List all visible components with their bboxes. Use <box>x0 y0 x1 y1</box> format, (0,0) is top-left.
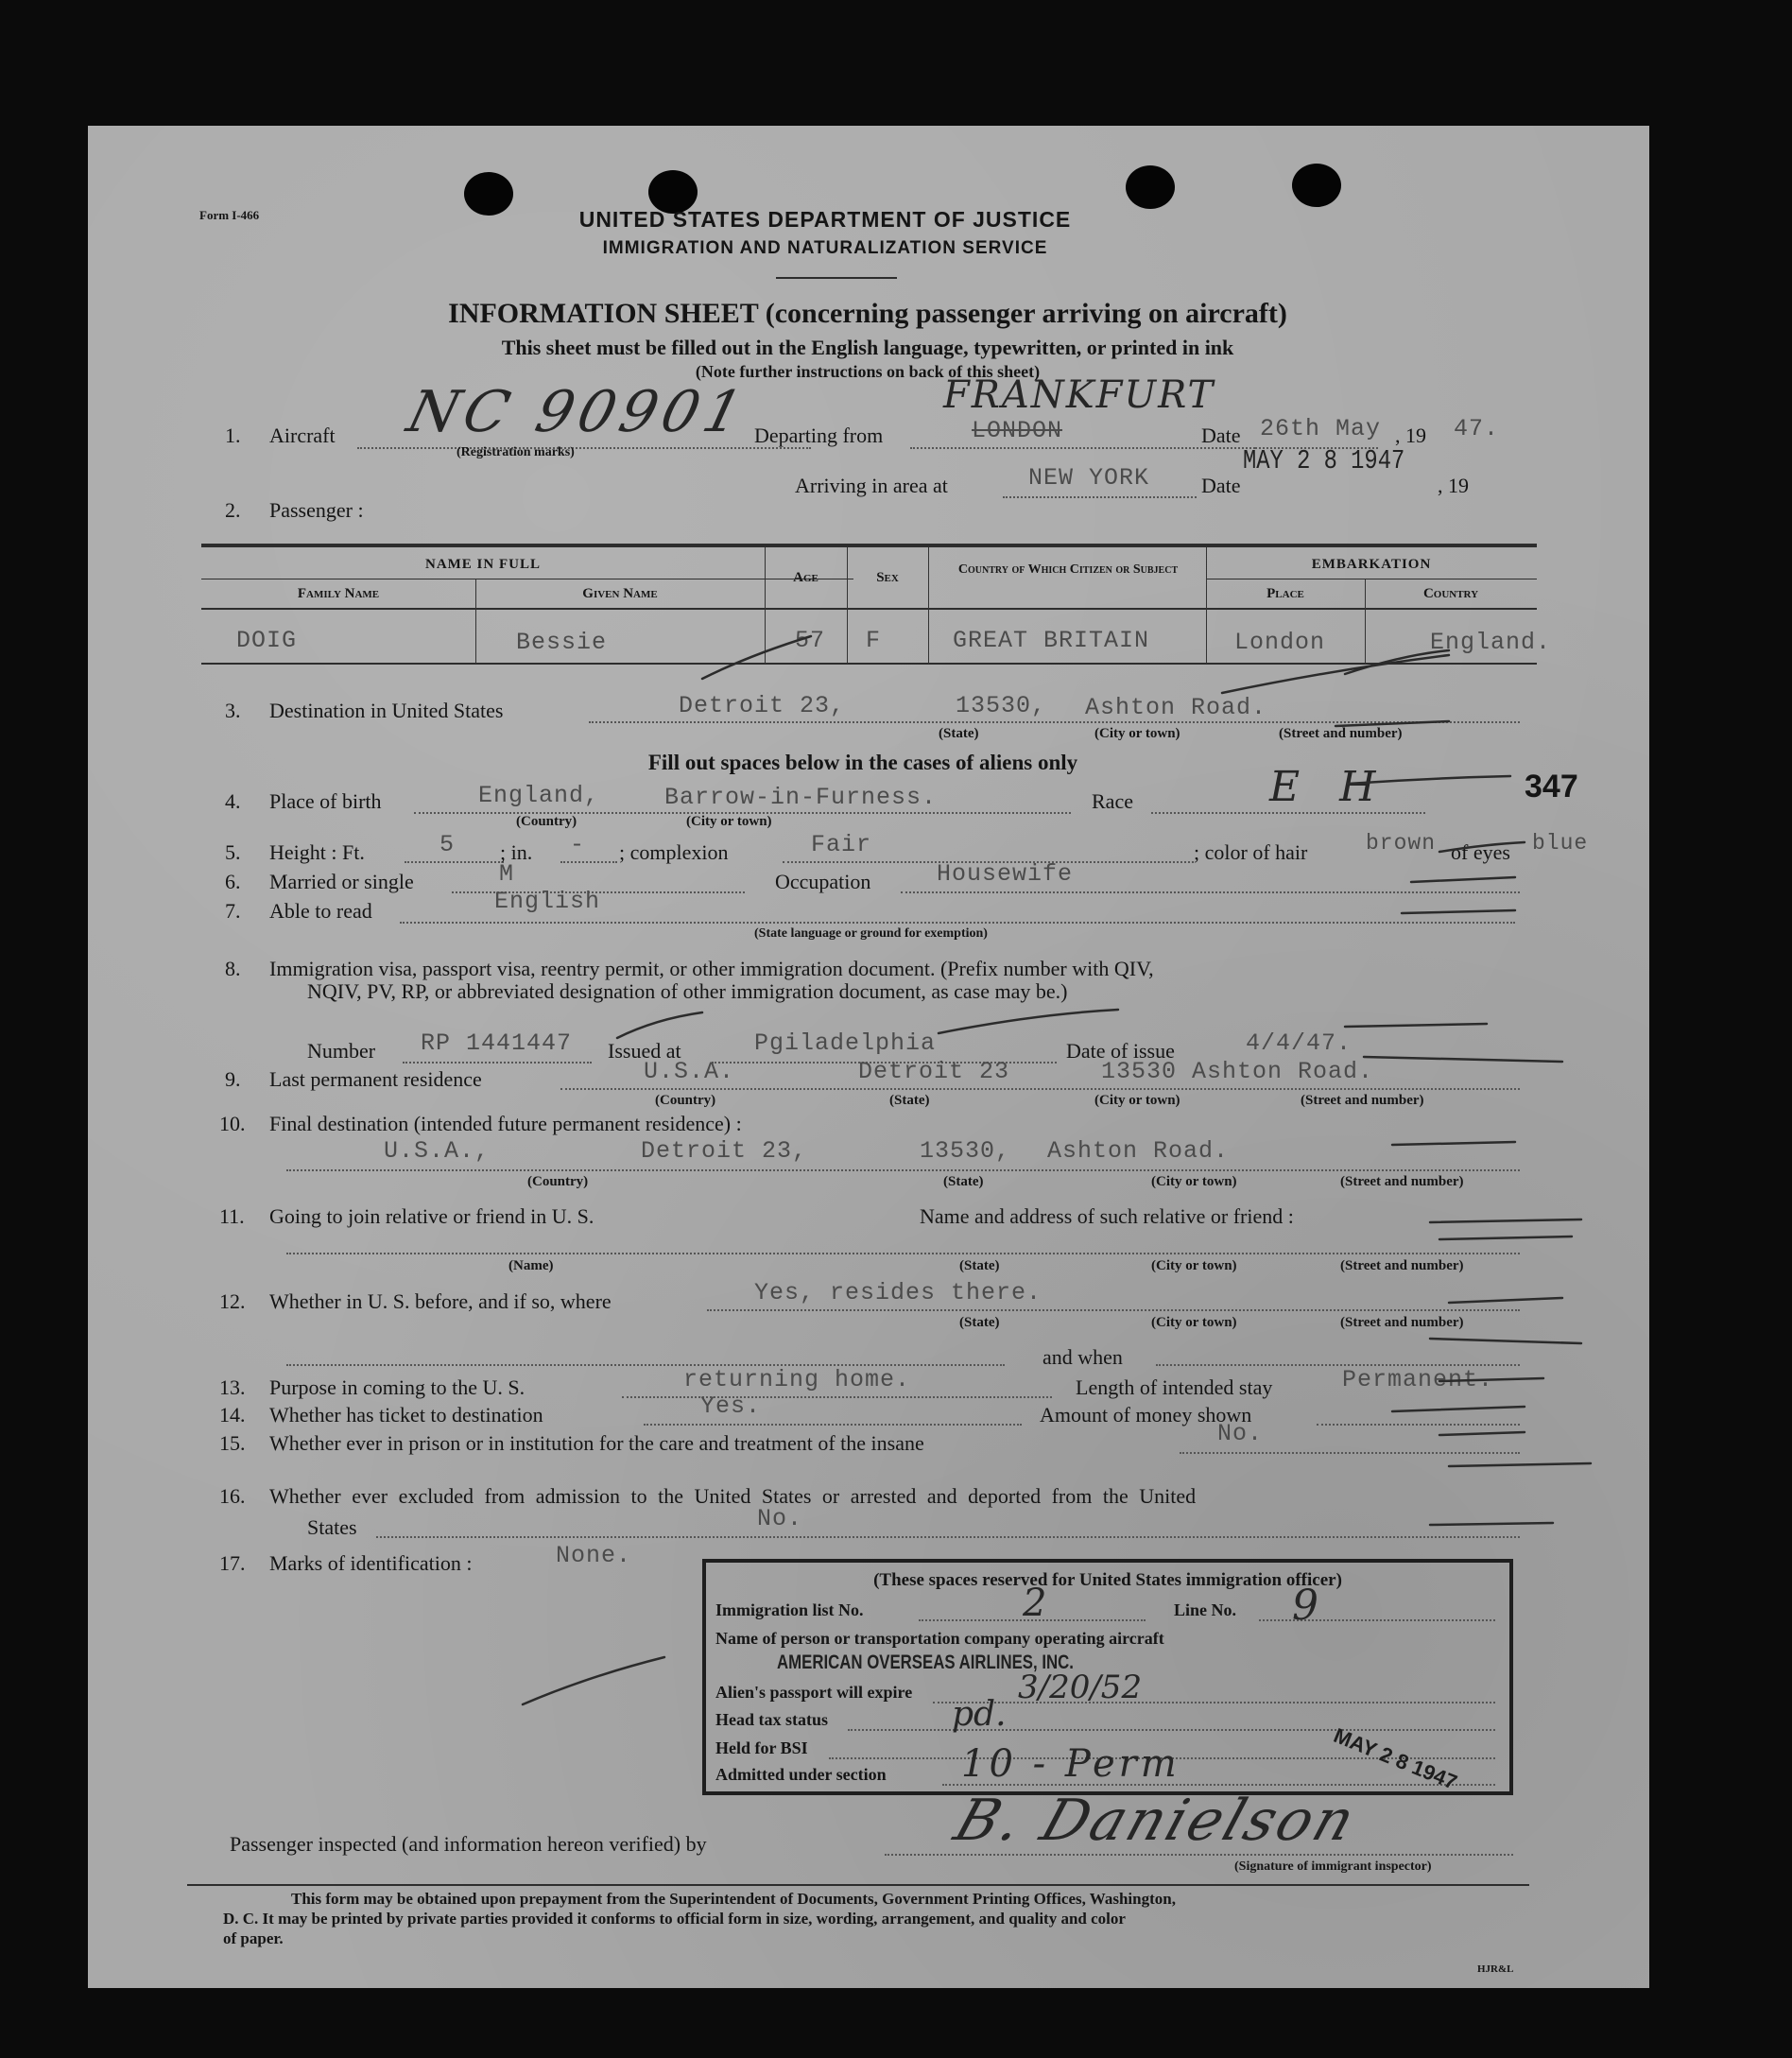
eyes-value: blue <box>1532 831 1589 856</box>
admitted-label: Admitted under section <box>715 1765 887 1784</box>
name-in-full-header: NAME IN FULL <box>424 557 541 572</box>
caption-state: (State) <box>959 1258 1000 1273</box>
departing-label: Departing from <box>754 424 884 447</box>
item-number: 16. <box>219 1484 246 1508</box>
sheet-title: INFORMATION SHEET (concerning passenger arriving on aircraft) <box>448 298 1287 329</box>
bsi-label: Held for BSI <box>715 1738 808 1757</box>
sheet-note: (Note further instructions on back of this sheet) <box>695 362 1041 381</box>
given-name-cell: Bessie <box>516 629 608 656</box>
document-text-line2: NQIV, PV, RP, or abbreviated designation of other immigration document, as case may be.) <box>307 979 1068 1003</box>
item-number: 10. <box>219 1112 246 1135</box>
embark-place-header: Place <box>1266 586 1304 601</box>
expire-label: Alien's passport will expire <box>715 1683 913 1702</box>
departing-handwritten: FRANKFURT <box>943 373 1215 417</box>
ticket-label: Whether has ticket to destination <box>269 1403 543 1427</box>
item-number: 15. <box>219 1431 246 1455</box>
when-label: and when <box>1042 1345 1123 1369</box>
aliens-only-heading: Fill out spaces below in the cases of aliens only <box>647 751 1078 774</box>
race-label: Race <box>1092 789 1133 813</box>
year2-prefix: , 19 <box>1438 474 1469 497</box>
item-number: 1. <box>225 424 241 447</box>
complexion-label: ; complexion <box>619 840 729 864</box>
inspector-signature: B. Danielson <box>946 1788 1366 1854</box>
passenger-label: Passenger : <box>269 498 364 522</box>
departing-struck: LONDON <box>972 417 1063 444</box>
item-number: 7. <box>225 899 241 923</box>
item-number: 3. <box>225 699 241 722</box>
embark-country-cell: England. <box>1430 629 1552 656</box>
sex-header: Sex <box>876 570 899 585</box>
inches-label: ; in. <box>500 840 533 864</box>
departure-date: 26th May <box>1260 415 1382 442</box>
caption-state: (State) <box>959 1315 1000 1330</box>
date-of-issue-value: 4/4/47. <box>1246 1029 1353 1057</box>
footer-line2: D. C. It may be printed by private parties provided it conforms to official form in size, wording, arrangement, and quality and color <box>223 1910 1126 1928</box>
excluded-label-line2: States <box>307 1515 357 1539</box>
caption-street: (Street and number) <box>1340 1258 1464 1273</box>
destination-label: Destination in United States <box>269 699 504 722</box>
item-number: 5. <box>225 840 241 864</box>
doc-number-label: Number <box>307 1039 376 1063</box>
birthplace-label: Place of birth <box>269 789 382 813</box>
destination-street: Ashton Road. <box>1085 694 1267 721</box>
last-residence-street: 13530 Ashton Road. <box>1101 1058 1374 1085</box>
caption-city: (City or town) <box>686 814 772 829</box>
arrival-date-stamp: MAY 2 8 1947 <box>1243 445 1405 476</box>
previous-us-label: Whether in U. S. before, and if so, where <box>269 1289 612 1313</box>
caption-country: (Country) <box>655 1093 716 1108</box>
printer-mark: HJR&L <box>1477 1963 1514 1975</box>
caption-city: (City or town) <box>1094 726 1180 741</box>
signature-caption: (Signature of immigrant inspector) <box>1234 1859 1432 1874</box>
final-destination-label: Final destination (intended future permanent residence) : <box>269 1112 742 1135</box>
caption-state: (State) <box>889 1093 930 1108</box>
race-code: 347 <box>1525 769 1578 804</box>
doc-number-value: RP 1441447 <box>421 1029 573 1057</box>
final-country: U.S.A., <box>384 1137 491 1165</box>
ticket-value: Yes. <box>700 1392 762 1420</box>
line-number-value: 9 <box>1292 1582 1318 1630</box>
form-sheet <box>88 126 1649 1988</box>
marital-label: Married or single <box>269 870 414 893</box>
age-cell: 57 <box>795 627 826 654</box>
company-value-stamp: AMERICAN OVERSEAS AIRLINES, INC. <box>777 1652 1074 1673</box>
stay-label: Length of intended stay <box>1076 1375 1273 1399</box>
arriving-label: Arriving in area at <box>795 474 948 497</box>
race-value: E H <box>1269 763 1389 811</box>
purpose-label: Purpose in coming to the U. S. <box>269 1375 526 1399</box>
hair-label: ; color of hair <box>1194 840 1308 864</box>
registration-caption: (Registration marks) <box>457 445 575 459</box>
family-name-cell: DOIG <box>236 627 298 654</box>
item-number: 14. <box>219 1403 246 1427</box>
list-number-label: Immigration list No. <box>715 1600 864 1619</box>
birth-city: Barrow-in-Furness. <box>664 784 938 811</box>
occupation-value: Housewife <box>937 860 1074 888</box>
service-title: IMMIGRATION AND NATURALIZATION SERVICE <box>602 238 1048 258</box>
item-number: 2. <box>225 498 241 522</box>
hair-value: brown <box>1366 831 1437 856</box>
eyes-label: of eyes <box>1451 840 1510 864</box>
given-name-header: Given Name <box>582 586 658 601</box>
item-number: 11. <box>219 1204 245 1228</box>
issued-at-label: Issued at <box>608 1039 681 1063</box>
item-number: 4. <box>225 789 241 813</box>
officer-box-heading: (These spaces reserved for United States immigration officer) <box>873 1570 1342 1590</box>
excluded-label-line1: Whether ever excluded from admission to the United States or arrested and deported from the United <box>269 1484 1197 1508</box>
date2-label: Date <box>1201 474 1241 497</box>
footer-line1: This form may be obtained upon prepayment from the Superintendent of Documents, Government Printing Offices, Washington, <box>291 1890 1176 1908</box>
citizenship-header: Country of Which Citizen or Subject <box>957 562 1179 577</box>
excluded-value: No. <box>757 1505 803 1532</box>
final-state: Detroit 23, <box>641 1137 808 1165</box>
caption-city: (City or town) <box>1094 1093 1180 1108</box>
form-number: Form I-466 <box>199 208 260 222</box>
caption-city: (City or town) <box>1151 1174 1237 1189</box>
last-residence-label: Last permanent residence <box>269 1067 482 1091</box>
expire-value: 3/20/52 <box>1018 1669 1143 1706</box>
destination-state: Detroit 23, <box>679 692 846 719</box>
caption-name: (Name) <box>508 1258 554 1273</box>
caption-country: (Country) <box>516 814 577 829</box>
embarkation-header: EMBARKATION <box>1311 557 1432 572</box>
inspected-label: Passenger inspected (and information hereon verified) by <box>230 1832 707 1856</box>
department-title: UNITED STATES DEPARTMENT OF JUSTICE <box>578 207 1072 232</box>
item-number: 17. <box>219 1551 246 1575</box>
pen-marks <box>88 126 1649 1988</box>
family-name-header: Family Name <box>297 586 380 601</box>
admission-date-stamp: MAY 2 8 1947 <box>1330 1723 1461 1794</box>
prison-value: No. <box>1217 1420 1264 1447</box>
line-number-label: Line No. <box>1174 1600 1237 1619</box>
year-prefix: , 19 <box>1395 424 1426 447</box>
last-residence-country: U.S.A. <box>644 1058 735 1085</box>
aircraft-label: Aircraft <box>269 424 336 447</box>
complexion-value: Fair <box>811 831 872 858</box>
purpose-value: returning home. <box>683 1366 911 1393</box>
item-number: 8. <box>225 957 241 980</box>
relative-address-label: Name and address of such relative or friend : <box>920 1204 1294 1228</box>
item-number: 13. <box>219 1375 246 1399</box>
caption-city: (City or town) <box>1151 1258 1237 1273</box>
height-feet: 5 <box>439 831 456 858</box>
company-label: Name of person or transportation company operating aircraft <box>715 1629 1164 1648</box>
admitted-value: 10 - Perm <box>961 1742 1180 1786</box>
destination-city: 13530, <box>956 692 1047 719</box>
caption-city: (City or town) <box>1151 1315 1237 1330</box>
caption-state: (State) <box>939 726 979 741</box>
caption-street: (Street and number) <box>1340 1174 1464 1189</box>
height-label: Height : Ft. <box>269 840 365 864</box>
last-residence-state: Detroit 23 <box>858 1058 1010 1085</box>
document-text-line1: Immigration visa, passport visa, reentry permit, or other immigration document. (Prefix number with QIV, <box>269 957 1154 980</box>
date-label: Date <box>1201 424 1241 447</box>
caption-street: (Street and number) <box>1279 726 1403 741</box>
embark-country-header: Country <box>1422 586 1479 601</box>
item-number: 6. <box>225 870 241 893</box>
read-label: Able to read <box>269 899 372 923</box>
footer-line3: of paper. <box>223 1929 284 1947</box>
arriving-value: NEW YORK <box>1028 464 1150 492</box>
aircraft-value: NC 90901 <box>401 379 755 445</box>
height-inches: - <box>570 831 586 858</box>
join-relative-label: Going to join relative or friend in U. S. <box>269 1204 594 1228</box>
stay-value: Permanent. <box>1342 1366 1494 1393</box>
issued-at-value: Pgiladelphia <box>754 1029 937 1057</box>
money-label: Amount of money shown <box>1040 1403 1252 1427</box>
marks-value: None. <box>556 1542 632 1569</box>
marital-value: M <box>499 860 515 888</box>
sex-cell: F <box>866 627 882 654</box>
item-number: 12. <box>219 1289 246 1313</box>
occupation-label: Occupation <box>775 870 871 893</box>
previous-us-value: Yes, resides there. <box>754 1279 1042 1306</box>
sheet-subtitle: This sheet must be filled out in the English language, typewritten, or printed in ink <box>501 336 1234 359</box>
prison-label: Whether ever in prison or in institution for the care and treatment of the insane <box>269 1431 924 1455</box>
birth-country: England, <box>478 782 600 809</box>
caption-street: (Street and number) <box>1301 1093 1424 1108</box>
marks-label: Marks of identification : <box>269 1551 473 1575</box>
embark-place-cell: London <box>1234 629 1326 656</box>
departure-year: 47. <box>1454 415 1500 442</box>
list-number-value: 2 <box>1023 1582 1047 1625</box>
head-tax-label: Head tax status <box>715 1710 829 1729</box>
item-number: 9. <box>225 1067 241 1091</box>
citizen-cell: GREAT BRITAIN <box>953 627 1150 654</box>
final-street: Ashton Road. <box>1047 1137 1230 1165</box>
head-tax-value: pd. <box>952 1695 1007 1734</box>
final-city: 13530, <box>920 1137 1011 1165</box>
read-value: English <box>494 888 601 915</box>
date-of-issue-label: Date of issue <box>1066 1039 1175 1063</box>
read-caption: (State language or ground for exemption) <box>754 926 988 941</box>
caption-street: (Street and number) <box>1340 1315 1464 1330</box>
age-header: Age <box>793 570 818 585</box>
caption-country: (Country) <box>527 1174 589 1189</box>
caption-state: (State) <box>943 1174 984 1189</box>
